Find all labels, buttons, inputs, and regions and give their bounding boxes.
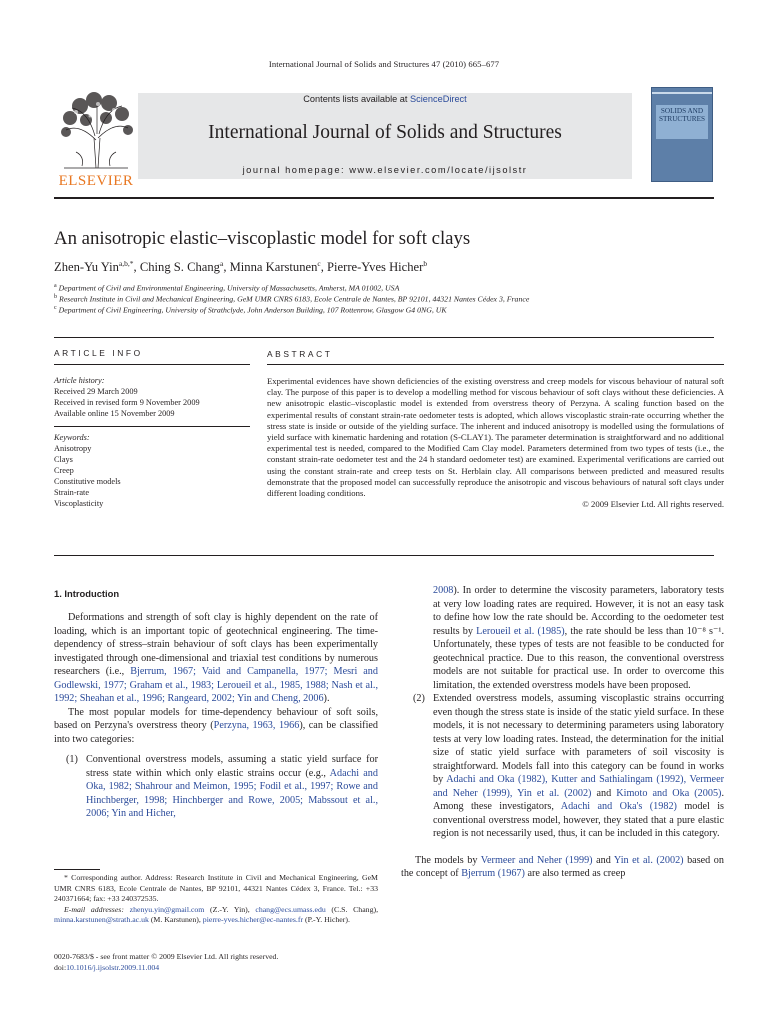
abstract-copyright: © 2009 Elsevier Ltd. All rights reserved. [582, 499, 724, 510]
contents-prefix: Contents lists available at [303, 94, 408, 104]
text: Conventional overstress models, assuming a static yield surface for stress state within which only elastic strains occur (e.g., [86, 754, 378, 779]
abstract-rule [267, 364, 724, 365]
author-sup: a [219, 259, 224, 268]
author-list: Zhen-Yu Yin$^{a,b,*}$, Ching S. Chang$^a$, Minna Karstunen$^c$, Pierre-Yves Hicher$^b$ [54, 259, 428, 275]
journal-banner [138, 93, 632, 179]
text: The most popular models for time-dependency behaviour of soft soils, based on Perzyna's overstress theory ( [54, 706, 378, 731]
author-sup: b [423, 259, 428, 268]
left-column [54, 611, 378, 821]
text: (Z.-Y. Yin), [204, 904, 256, 914]
history-item: Received 29 March 2009 [54, 387, 138, 396]
text: ), can be classified into two categories: [54, 720, 379, 745]
article-history [54, 375, 254, 419]
keyword-item: Viscoplasticity [54, 499, 104, 508]
footnote [54, 873, 378, 926]
article-title: An anisotropic elastic–viscoplastic model for soft clays [54, 228, 471, 249]
keyword-item: Creep [54, 466, 74, 475]
running-head: International Journal of Solids and Structures 47 (2010) 665–677 [268, 59, 500, 69]
email-link[interactable]: minna.karstunen@strath.ac.uk [54, 915, 149, 925]
paragraph [401, 854, 724, 881]
doi-line [54, 963, 278, 974]
issn-doi [54, 952, 278, 974]
keyword-item: Anisotropy [54, 444, 92, 453]
info-rule [54, 364, 250, 365]
footnote-rule [54, 869, 100, 870]
text: , the rate should be less than 10⁻⁸ s⁻¹. Unfortunately, these types of tests are not feasible to be conducted for geotechnical practice. Due to this reason, the conventional overstress models are not suitable for practical use. In order to overcome this limitation, the extended overstress models have been proposed. [433, 625, 724, 691]
info-top-rule [54, 337, 714, 338]
masthead-rule [54, 197, 714, 199]
footnote-text: Corresponding author. Address: Research Institute in Civil and Mechanical Engineering, GeM UMR CNRS 6183, Ecole Centrale de Nantes, BP 92101, 44321 Nantes Cédex 3, France. Tel.: +33 240371664; fax: +33 240372535. [54, 873, 378, 904]
citation-link[interactable]: Adachi and Oka's (1982) [560, 801, 677, 812]
affiliation-sup: c [54, 305, 57, 311]
cover-title-line-2: STRUCTURES [659, 114, 705, 123]
author-name[interactable]: Pierre-Yves Hicher [327, 260, 424, 275]
history-item: Available online 15 November 2009 [54, 409, 175, 418]
abstract-body [267, 376, 724, 510]
history-label: Article history: [54, 376, 105, 385]
list-number: (2) [413, 693, 425, 704]
text: . Among these investigators, [433, 787, 724, 812]
affiliation [54, 283, 399, 293]
text: and [591, 787, 617, 799]
affiliation [54, 305, 447, 315]
keywords [54, 432, 254, 509]
affiliation-text: Research Institute in Civil and Mechanical Engineering, GeM UMR CNRS 6183, Ecole Centrale de Nantes, BP 92101, 44321 Nantes Cédex 3, France [58, 294, 530, 304]
elsevier-tree-icon [54, 88, 138, 172]
doi-prefix: doi: [54, 962, 67, 972]
citation-link[interactable]: Perzyna, 1963, 1966 [213, 720, 300, 731]
citation-link[interactable]: Bjerrum, 1967; Vaid and Campanella, 1977; Mesri and Godlewski, 1977; Graham et al., 1983; Leroueil et al., 1985, 1988; Nash et al., 1992; Sheahan et al., 1996; Rangeard, 2002; Yin and Cheng, 2006 [54, 666, 378, 704]
journal-name: International Journal of Solids and Structures [208, 122, 562, 143]
author-name[interactable]: Zhen-Yu Yin [54, 260, 119, 275]
affiliation-sup: a [54, 283, 57, 289]
paragraph [54, 706, 378, 747]
email-link[interactable]: chang@ecs.umass.edu [255, 904, 326, 914]
footnote-emails [54, 905, 378, 926]
text: The models by [415, 854, 481, 866]
text: Deformations and strength of soft clay is highly dependent on the rate of loading, which is an important topic of geotechnical engineering. The time-dependency of stress–strain behaviour of soft clays has been experimentally investigated through one-dimensional and triaxial test conditions by numerous researchers (i.e., [54, 612, 378, 677]
text: ). In order to determine the viscosity parameters, laboratory tests at very low loading rates are required. However, it is not an easy task to define how low the rate should be. According to the oedometer test results by [433, 585, 724, 637]
masthead [54, 88, 714, 192]
sciencedirect-link[interactable]: ScienceDirect [410, 94, 467, 104]
right-column [401, 584, 724, 881]
text: (P.-Y. Hicher). [303, 915, 350, 925]
affiliation-text: Department of Civil and Environmental Engineering, University of Massachusetts, Amherst, MA 01002, USA [58, 283, 400, 293]
cover-title-line-1: SOLIDS AND [660, 107, 704, 115]
abstract-heading: ABSTRACT [267, 349, 333, 359]
history-item: Received in revised form 9 November 2009 [54, 398, 200, 407]
text: are also termed as creep [524, 868, 626, 879]
list-number: (1) [66, 754, 78, 765]
text: (C.S. Chang), [325, 904, 379, 914]
email-label: E-mail addresses: [64, 904, 124, 914]
cover-stripe [652, 92, 713, 94]
keywords-label: Keywords: [54, 433, 90, 442]
author-name[interactable]: Ching S. Chang [139, 260, 220, 275]
list-item [54, 753, 378, 821]
citation-link[interactable]: Vermeer and Neher (1999) [480, 854, 593, 866]
paragraph [54, 611, 378, 706]
affiliation-text: Department of Civil Engineering, University of Strathclyde, John Anderson Building, 107 Rottenrow, Glasgow G4 0NG, UK [58, 305, 447, 315]
text: ). [323, 693, 330, 704]
author-sup: c [317, 259, 321, 268]
article-info-heading: ARTICLE INFO [54, 348, 143, 358]
cover-title [656, 108, 708, 123]
keyword-item: Constitutive models [54, 477, 121, 486]
citation-link[interactable]: 2008 [433, 585, 454, 596]
doi-link[interactable]: 10.1016/j.ijsolstr.2009.11.004 [66, 962, 160, 972]
footnote-corresponding [54, 873, 378, 905]
citation-link[interactable]: Kimoto and Oka (2005) [616, 787, 722, 799]
text: (M. Karstunen), [148, 915, 203, 925]
keywords-rule [54, 426, 250, 427]
abstract-text: Experimental evidences have shown deficiencies of the existing overstress and creep models for viscous behaviour of natural soft clay. The purpose of this paper is to develop a modelling method for viscous behaviour of soft clays without these deficiencies. A new anisotropic elastic–viscoplastic model is extended from overstress theory of Perzyna. A scaling function based on the experimental results of constant strain-rate oedometer tests is adopted, which allows viscoplastic strain-rate occurring whether the stress state is inside or outside of the yielding surface. The inherent and induced anisotropy is modelled using the formulations of yield surface with kinematic hardening and rotation (S-CLAY1). The parameter determination is straightforward and no additional experimental test is needed, compared to the Modified Cam Clay model. Parameters determined from two types of tests (i.e., the constant strain-rate oedometer test and the 24 h standard oedometer test) are examined. Experimental verifications are carried out using the constant strain-rate and creep tests on St. Herblain clay. All comparisons between predicted and measured results demonstrate that the proposed model can successfully reproduce the anisotropic and viscous behaviours of natural soft clays under different loading conditions. [267, 376, 724, 499]
text: model is conventional overstress model, however, they stated that a pure elastic region is not necessarily used, thus, it can be included in this category. [433, 801, 724, 839]
publisher-name: ELSEVIER [58, 173, 134, 189]
citation-link[interactable]: Leroueil et al. (1985) [476, 625, 565, 637]
author-name[interactable]: Minna Karstunen [229, 260, 318, 275]
footnote-marker: * [64, 873, 68, 882]
journal-homepage[interactable]: journal homepage: www.elsevier.com/locate/ijsolstr [242, 165, 528, 175]
journal-cover [651, 87, 713, 182]
issn-line: 0020-7683/$ - see front matter © 2009 Elsevier Ltd. All rights reserved. [54, 952, 279, 961]
text: Extended overstress models, assuming viscoplastic strains occurring even though the stress state is inside of the static yield surface. In these models, it is not necessary to determining parameters using laboratory tests at very low loading rates. Instead, the determination for the initial size of static yield surface with parameters of soil viscosity is straightforward. Models fall into this category can be found in works by [433, 693, 724, 785]
author-sup: a,b,* [118, 259, 134, 268]
text: based on the concept of [401, 854, 724, 879]
email-link[interactable]: zhenyu.yin@gmail.com [129, 904, 205, 914]
paragraph [401, 584, 724, 692]
citation-link[interactable]: Yin et al. (2002) [613, 854, 684, 866]
list-item [401, 692, 724, 841]
elsevier-logo [54, 88, 138, 190]
affiliation-sup: b [54, 294, 57, 300]
section-heading: 1. Introduction [54, 588, 120, 599]
affiliation [54, 294, 529, 304]
citation-link[interactable]: Adachi and Oka, 1982; Shahrour and Meimon, 1995; Fodil et al., 1997; Rowe and Hinchberger, 1998; Hinchberger and Rowe, 2005; Mabssout et al., 2006; Yin and Hicher, [86, 767, 378, 819]
text: and [592, 854, 614, 866]
keyword-item: Strain-rate [54, 488, 90, 497]
keyword-item: Clays [54, 455, 73, 464]
contents-line [138, 94, 632, 104]
abstract-bottom-rule [54, 555, 714, 556]
email-link[interactable]: pierre-yves.hicher@ec-nantes.fr [202, 915, 304, 925]
citation-link[interactable]: Bjerrum (1967) [461, 868, 525, 879]
citation-link[interactable]: Adachi and Oka (1982), Kutter and Sathialingam (1992), Vermeer and Neher (1999), Yin et al. (2002) [433, 774, 724, 799]
